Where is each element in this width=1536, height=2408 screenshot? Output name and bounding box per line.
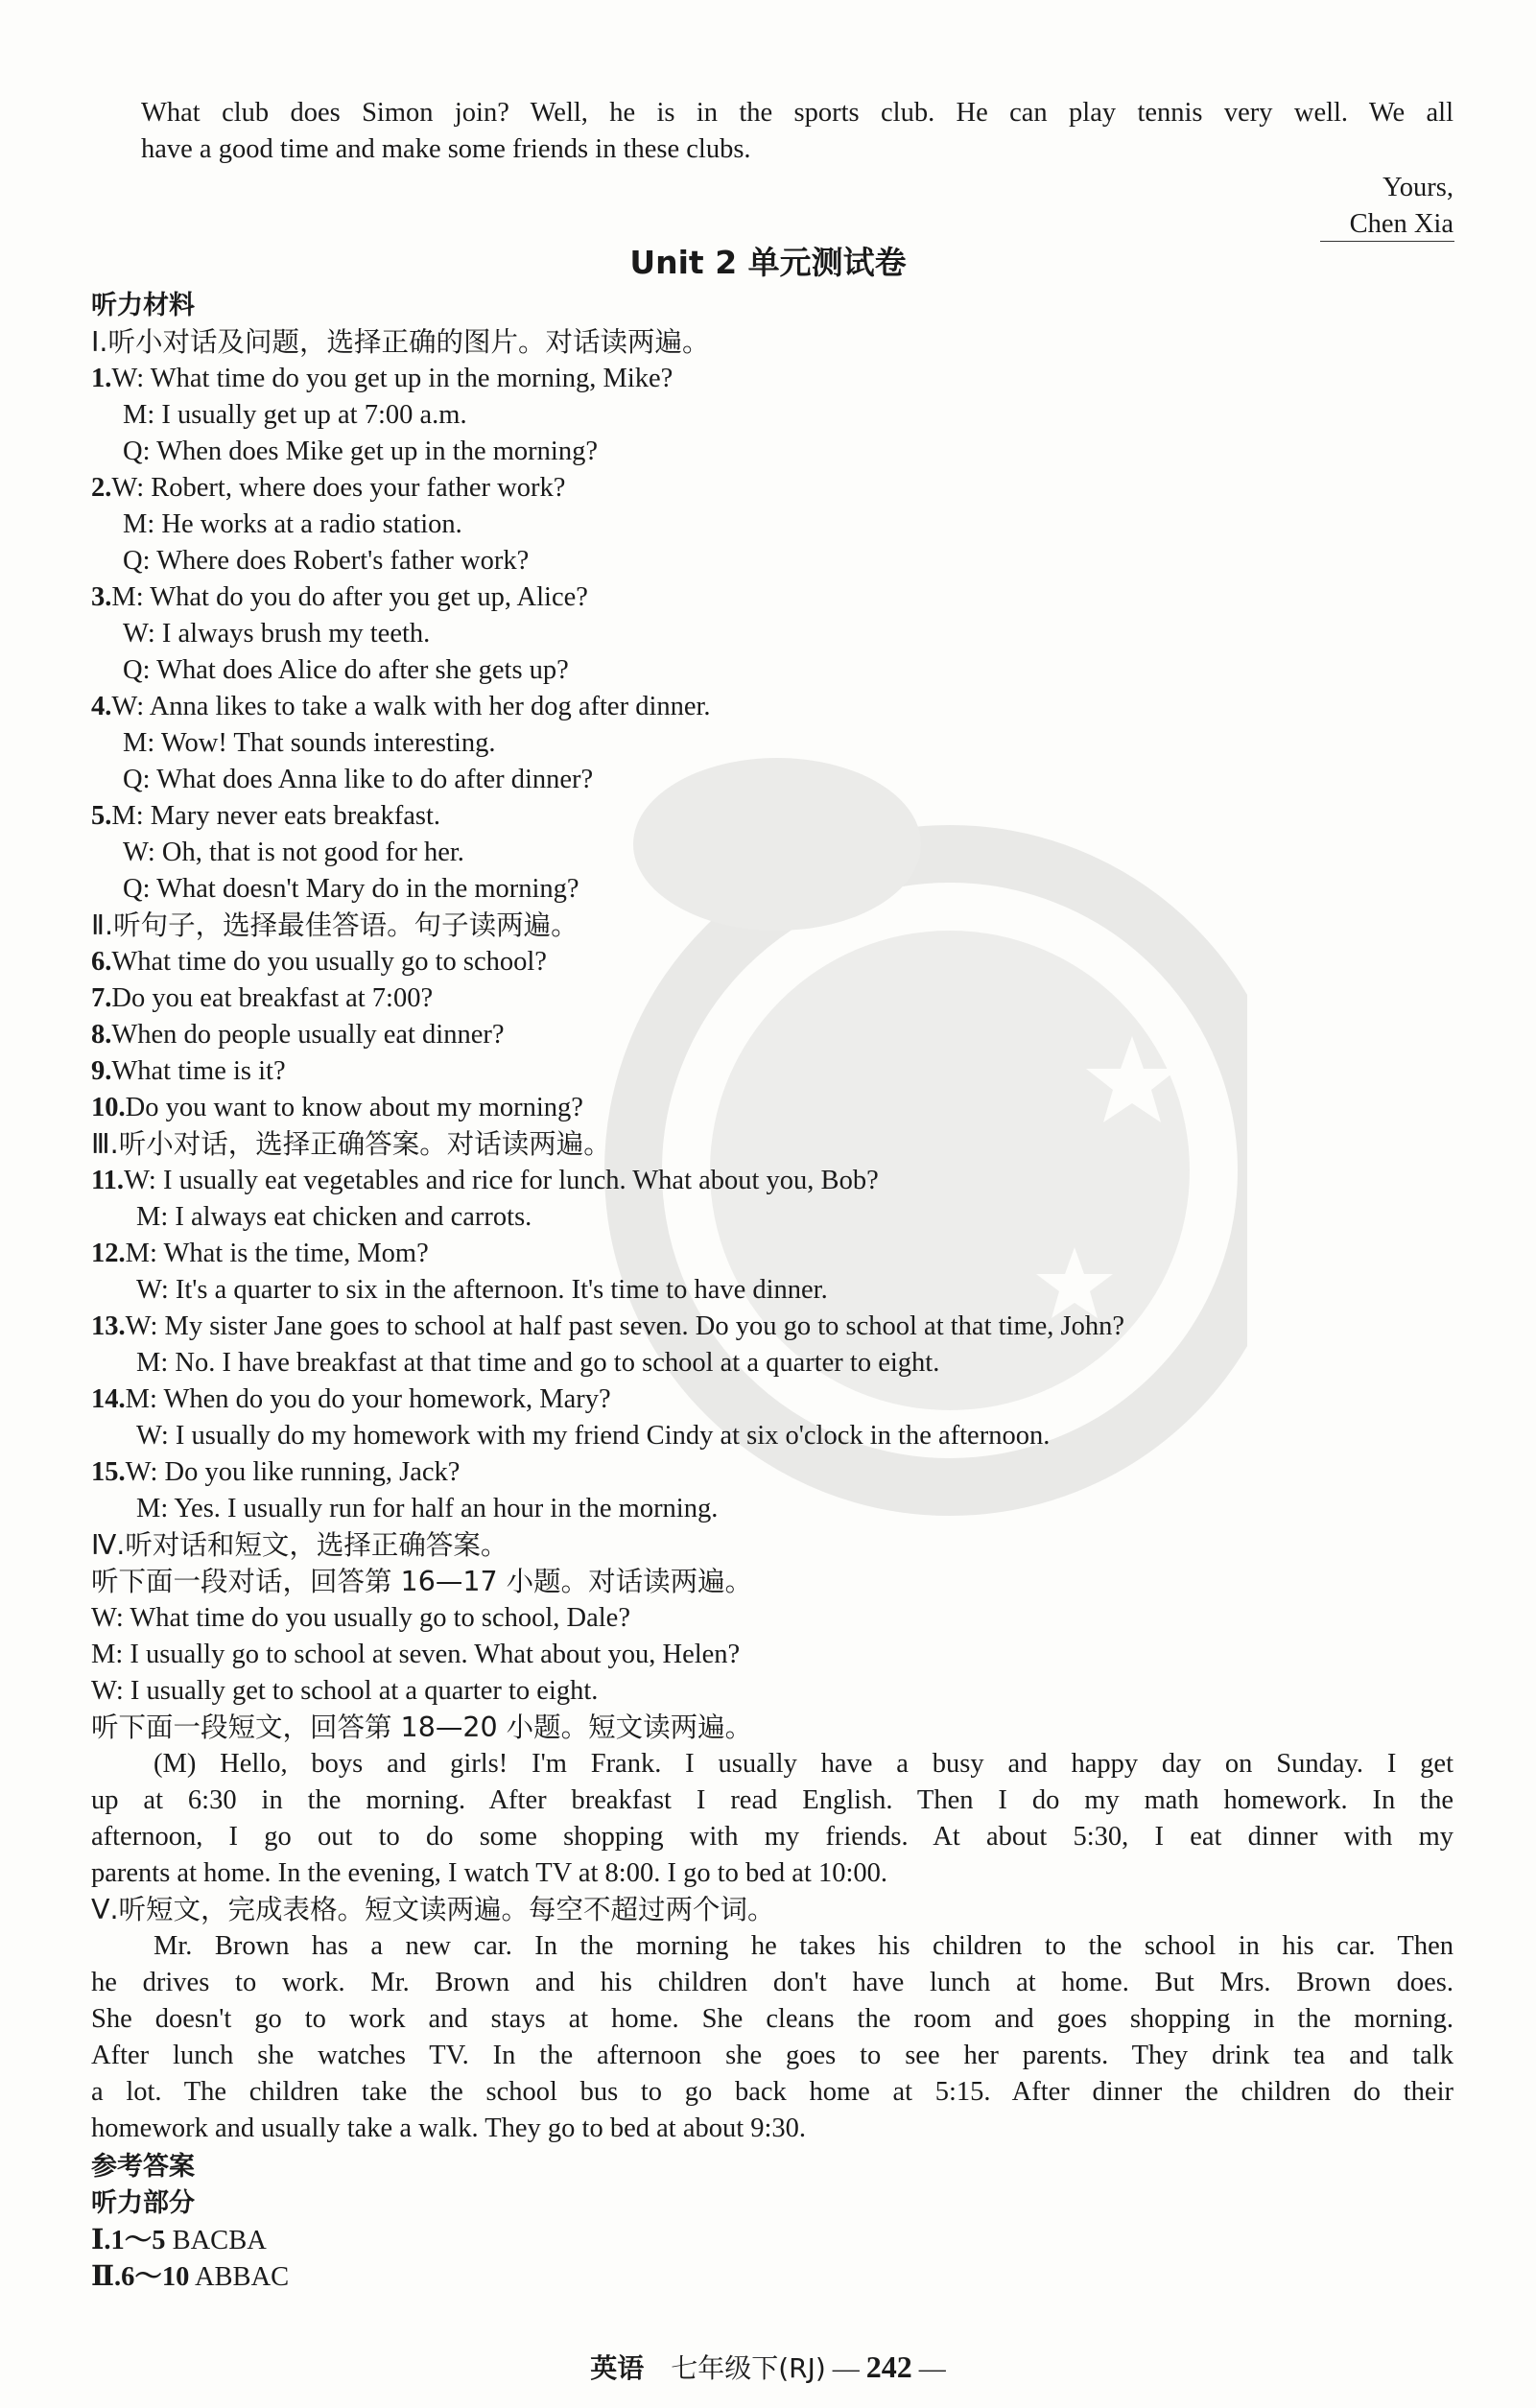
letter-line-1: What club does Simon join? Well, he is in the sports club. He can play tennis very well. We all <box>141 98 1453 128</box>
question-12-line-2: W: It's a quarter to six in the afternoon. It's time to have dinner. <box>136 1275 828 1305</box>
question-5-line-2: W: Oh, that is not good for her. <box>123 838 464 867</box>
question-12: 12.M: What is the time, Mom? <box>91 1239 429 1268</box>
footer-dash-left: — <box>832 2354 860 2384</box>
section-1-heading: Ⅰ.听小对话及问题，选择正确的图片。对话读两遍。 <box>91 326 710 358</box>
question-8: 8.When do people usually eat dinner? <box>91 1020 505 1050</box>
question-9: 9.What time is it? <box>91 1056 286 1086</box>
question-5-line-3: Q: What doesn't Mary do in the morning? <box>123 874 579 904</box>
section-5-passage-line-2: he drives to work. Mr. Brown and his children don't have lunch at home. But Mrs. Brown does. <box>91 1968 1453 1997</box>
section-5-passage-line-6: homework and usually take a walk. They go to bed at about 9:30. <box>91 2113 807 2143</box>
question-10: 10.Do you want to know about my morning? <box>91 1093 583 1122</box>
section-5-passage-line-5: a lot. The children take the school bus to go back home at 5:15. After dinner the children do their <box>91 2077 1453 2107</box>
section-5-passage-line-3: She doesn't go to work and stays at home. She cleans the room and goes shopping in the morning. <box>91 2004 1453 2034</box>
question-2-line-3: Q: Where does Robert's father work? <box>123 546 530 576</box>
answer-row-2: Ⅱ.6～10 ABBAC <box>91 2262 290 2292</box>
unit-title: Unit 2 单元测试卷 <box>629 244 907 281</box>
footer-subject: 英语 <box>590 2352 645 2384</box>
question-1-line-2: M: I usually get up at 7:00 a.m. <box>123 400 467 430</box>
question-1-line-3: Q: When does Mike get up in the morning? <box>123 437 598 466</box>
section-4-passage-instruction: 听下面一段短文，回答第 18—20 小题。短文读两遍。 <box>91 1712 753 1743</box>
question-4-line-3: Q: What does Anna like to do after dinner? <box>123 765 594 794</box>
question-14: 14.M: When do you do your homework, Mary? <box>91 1384 611 1414</box>
question-4: 4.W: Anna likes to take a walk with her dog after dinner. <box>91 692 711 721</box>
section-3-heading: Ⅲ.听小对话，选择正确答案。对话读两遍。 <box>91 1128 611 1160</box>
question-1: 1.W: What time do you get up in the morning, Mike? <box>91 364 673 393</box>
page-footer <box>0 2349 1536 2388</box>
question-7: 7.Do you eat breakfast at 7:00? <box>91 983 434 1013</box>
section-4-passage-line-4: parents at home. In the evening, I watch TV at 8:00. I go to bed at 10:00. <box>91 1858 887 1888</box>
footer-grade: 七年级下(RJ) <box>671 2352 826 2384</box>
question-11-line-2: M: I always eat chicken and carrots. <box>136 1202 532 1232</box>
section-4-dialog-line-2: M: I usually go to school at seven. What about you, Helen? <box>91 1640 741 1669</box>
question-2-line-2: M: He works at a radio station. <box>123 509 462 539</box>
question-15-line-2: M: Yes. I usually run for half an hour in the morning. <box>136 1494 719 1523</box>
question-5: 5.M: Mary never eats breakfast. <box>91 801 441 831</box>
answer-row-1: Ⅰ.1～5 BACBA <box>91 2226 267 2255</box>
section-4-passage-line-1: (M) Hello, boys and girls! I'm Frank. I usually have a busy and happy day on Sunday. I get <box>154 1749 1453 1779</box>
section-4-heading: Ⅳ.听对话和短文，选择正确答案。 <box>91 1529 508 1561</box>
answers-listening-heading: 听力部分 <box>91 2188 195 2218</box>
footer-dash-right: — <box>918 2354 946 2384</box>
letter-signature: Chen Xia <box>1349 209 1453 239</box>
section-5-passage-line-1: Mr. Brown has a new car. In the morning he takes his children to the school in his car. Then <box>154 1931 1453 1961</box>
section-4-dialog-instruction: 听下面一段对话，回答第 16—17 小题。对话读两遍。 <box>91 1566 753 1597</box>
listening-material-heading: 听力材料 <box>91 291 195 320</box>
section-5-heading: Ⅴ.听短文，完成表格。短文读两遍。每空不超过两个词。 <box>91 1894 775 1925</box>
question-3: 3.M: What do you do after you get up, Alice? <box>91 582 588 612</box>
section-5-passage-line-4: After lunch she watches TV. In the afternoon she goes to see her parents. They drink tea and talk <box>91 2041 1453 2070</box>
question-3-line-2: W: I always brush my teeth. <box>123 619 431 649</box>
question-3-line-3: Q: What does Alice do after she gets up? <box>123 655 569 685</box>
section-4-passage-line-2: up at 6:30 in the morning. After breakfast I read English. Then I do my math homework. In the <box>91 1785 1453 1815</box>
letter-line-2: have a good time and make some friends in these clubs. <box>141 134 751 164</box>
question-13: 13.W: My sister Jane goes to school at half past seven. Do you go to school at that time, John? <box>91 1311 1125 1341</box>
question-6: 6.What time do you usually go to school? <box>91 947 547 977</box>
section-4-passage-line-3: afternoon, I go out to do some shopping with my friends. At about 5:30, I eat dinner with my <box>91 1822 1453 1852</box>
question-14-line-2: W: I usually do my homework with my friend Cindy at six o'clock in the afternoon. <box>136 1421 1051 1451</box>
page-number: 242 <box>865 2349 912 2384</box>
question-15: 15.W: Do you like running, Jack? <box>91 1457 461 1487</box>
letter-closing: Yours, <box>1382 173 1453 202</box>
question-11: 11.W: I usually eat vegetables and rice for lunch. What about you, Bob? <box>91 1166 879 1195</box>
section-4-dialog-line-3: W: I usually get to school at a quarter to eight. <box>91 1676 599 1706</box>
question-2: 2.W: Robert, where does your father work? <box>91 473 566 503</box>
section-2-heading: Ⅱ.听句子，选择最佳答语。句子读两遍。 <box>91 909 579 941</box>
question-13-line-2: M: No. I have breakfast at that time and go to school at a quarter to eight. <box>136 1348 940 1378</box>
answers-heading: 参考答案 <box>91 2152 195 2182</box>
question-4-line-2: M: Wow! That sounds interesting. <box>123 728 496 758</box>
section-4-dialog-line-1: W: What time do you usually go to school, Dale? <box>91 1603 630 1633</box>
